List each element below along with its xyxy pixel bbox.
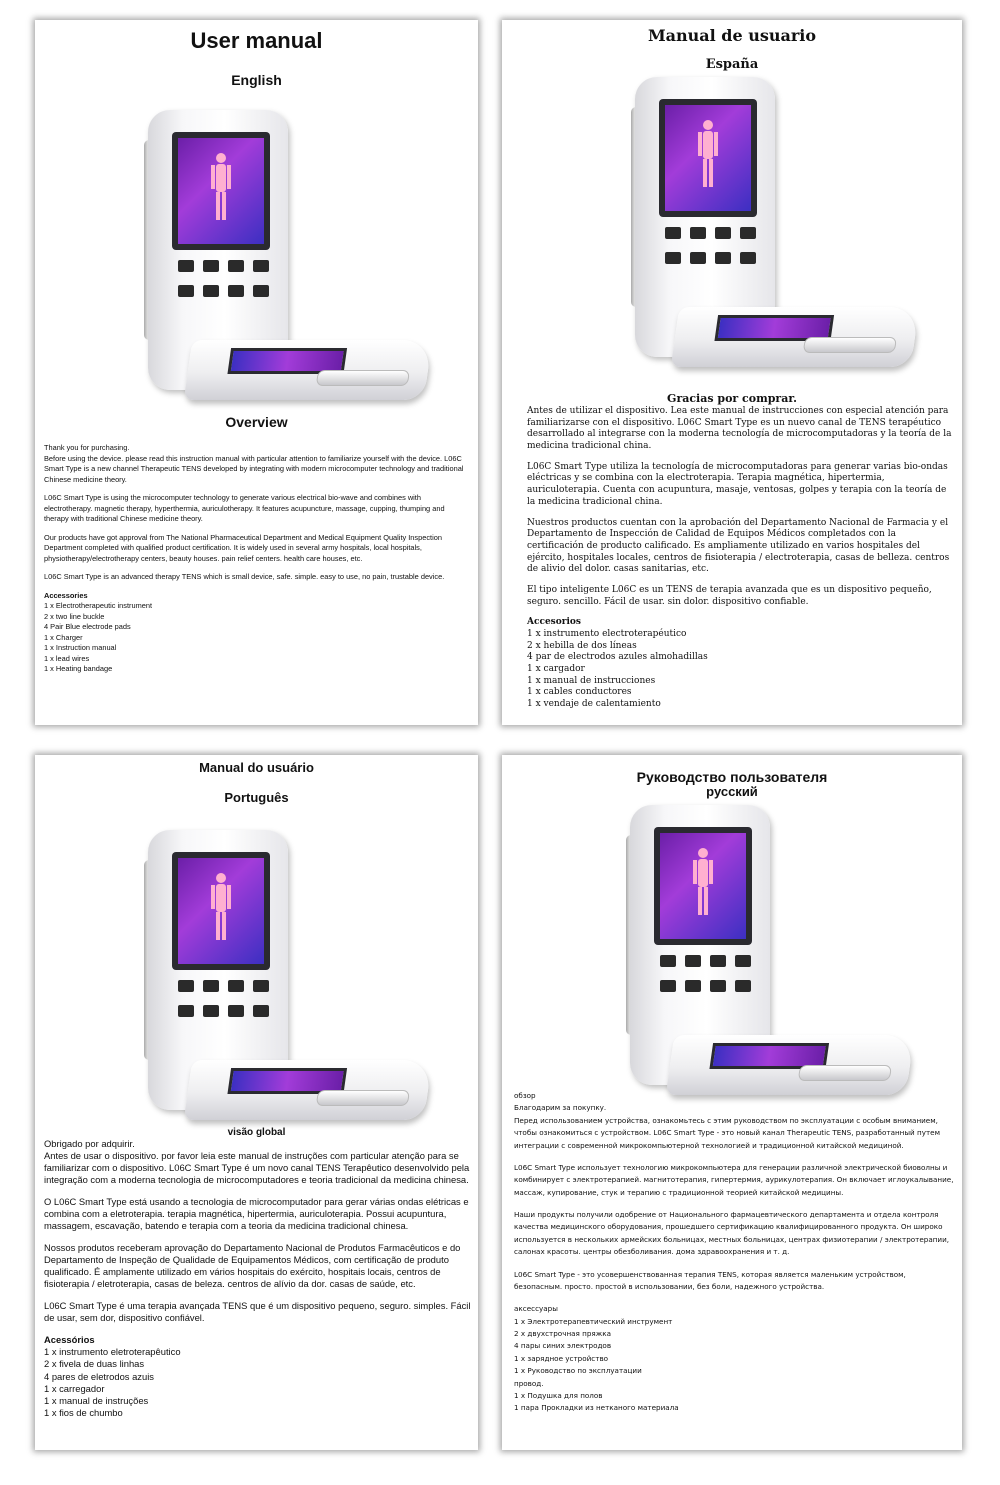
page-english [35, 20, 478, 725]
list-item: 1 пара Прокладки из нетканого материала [514, 1403, 679, 1413]
list-item: 4 par de electrodos azules almohadillas [527, 652, 708, 663]
accessories-list [514, 1316, 954, 1415]
paragraph: L06C Smart Type utiliza la tecnología de microcomputadoras para generar varias bio-ondas eléctricas y se combina con la electroterapia. Terapia magnética, hipertermia, auriculoterapia. Cuenta con acupuntura, masaje, ventosas, golpes y terapia con la teoría de la medicina tradicional china. [527, 461, 948, 507]
list-item: 1 x Электротерапевтический инструмент [514, 1316, 673, 1326]
list-item: 4 pares de eletrodos azuis [44, 1370, 154, 1382]
paragraph: L06C Smart Type использует технологию микрокомпьютера для генерации различной электрической биоволны и комбинирует с электротерапией. магнитотерапия, гипертермия, аурикулотерапия. Он включает иглоукалывание, массаж, купирование, стук и терапию с традиционной теорией китайской медицины. [514, 1162, 954, 1197]
body-text [44, 443, 469, 675]
paragraph: Our products have got approval from The National Pharmaceutical Department and Medical Equipment Quality Inspection Department completed with qualified product certification. It is widely used in several army hospitals, local hospitals, physiotherapy/electrotherapy centers, beauty houses. pain relief centers. health care houses, etc. [44, 532, 442, 563]
paragraph: O L06C Smart Type está usando a tecnologia de microcomputador para gerar várias ondas elétricas e combina com a eletroterapia. terapia magnética, hipertermia, auriculoterapia. Possui acupuntura, massagem, escavação, batendo e terapia com a teoria da medicina tradicional chinesa. [44, 1196, 469, 1232]
list-item: 2 x fivela de duas linhas [44, 1358, 145, 1370]
list-item: 1 x cables conductores [527, 687, 632, 698]
language-heading: English [231, 72, 282, 88]
list-item: 1 x Electrotherapeutic instrument [44, 601, 153, 611]
list-item: 1 x instrumento electroterapéutico [527, 629, 687, 639]
body-text [44, 1138, 474, 1419]
body-text [514, 1090, 954, 1415]
page-title: User manual [190, 28, 323, 53]
accessories-heading: Accessories [44, 590, 88, 600]
list-item: 1 x cargador [527, 664, 585, 675]
list-item: 1 x Руководство по эксплуатации [514, 1366, 642, 1376]
body-text [527, 406, 952, 711]
list-item: 1 x fios de chumbo [44, 1406, 123, 1418]
list-item: 1 x lead wires [44, 653, 90, 663]
list-item: 4 Pair Blue electrode pads [44, 622, 131, 632]
list-item: 1 x Подушка для полов [514, 1390, 603, 1400]
paragraph: L06C Smart Type is an advanced therapy TENS which is small device, safe. simple. easy to use, no pain, trustable device. [44, 572, 445, 582]
language-heading: русский [706, 784, 758, 799]
thanks-heading: Gracias por comprar. [667, 392, 797, 405]
list-item: 2 x двухстрочная пряжка [514, 1329, 611, 1338]
list-item: 1 x Charger [44, 632, 83, 642]
page-portuguese [35, 755, 478, 1450]
list-item: 1 x Heating bandage [44, 664, 113, 674]
accessories-list [44, 601, 469, 675]
language-heading: España [705, 57, 759, 72]
list-item: 1 x manual de instruções [44, 1394, 149, 1406]
accessories-heading: Accesorios [527, 617, 581, 628]
paragraph: L06C Smart Type - это усовершенствованная терапия TENS, которая является маленьким устройством, безопасным. просто. простой в использовании, без боли, надежного устройства. [514, 1269, 906, 1291]
paragraph: Благодарим за покупку. Перед использованием устройства, ознакомьтесь с этим руководством по эксплуатации с особым вниманием, чтобы ознакомиться с устройством. L06C Smart Type - это новый канал Therapeutic TENS, разработанный путем интеграции с современной микрокомпьютерной технологией и традиционной китайской медициной. [514, 1103, 940, 1150]
paragraph: El tipo inteligente L06C es un TENS de terapia avanzada que es un dispositivo pequeño, seguro. sencillo. Fácil de usar. sin dolor. dispositivo confiable. [527, 584, 932, 607]
paragraph: L06C Smart Type is using the microcomputer technology to generate various electrical bio-wave and combines with electrotherapy. magnetic therapy, hyperthermia, auriculotherapy. It features acupuncture, massage, cupping, thumping and therapy with traditional Chinese medicine theory. [44, 493, 445, 524]
list-item: 4 пары синих электродов [514, 1341, 612, 1351]
accessories-heading: аксессуары [514, 1304, 558, 1314]
page-title: Manual do usuário [199, 760, 314, 775]
overview-heading: обзор [514, 1091, 536, 1100]
language-heading: Português [224, 790, 289, 805]
list-item: 1 x manual de instrucciones [527, 675, 656, 686]
accessories-heading: Acessórios [44, 1334, 95, 1346]
list-item: 1 x instrumento eletroterapêutico [44, 1346, 181, 1358]
paragraph: Obrigado por adquirir. Antes de usar o dispositivo. por favor leia este manual de instruções com particular atenção para se familiarizar com o dispositivo. L06C Smart Type é um novo canal TENS Terapêutico desenvolvido pela integração com a moderna tecnologia de microcomputadores e teoria tradicional da medicina chinesa. [44, 1138, 470, 1186]
page-title: Руководство пользователя [636, 769, 828, 785]
paragraph: Antes de utilizar el dispositivo. Lea este manual de instrucciones con especial atención para familiarizarse con el dispositivo. L06C Smart Type es un nuevo canal de TENS terapéutico desarrollado al integrarse con la moderna tecnología de microcomputadoras y la teoría de la medicina tradicional china. [527, 406, 952, 452]
paragraph: Thank you for purchasing. Before using the device. please read this instruction manual with particular attention to familiarize yourself with the device. L06C Smart Type is a new channel Therapeutic TENS developed by integrating with modern microcomputer technology and traditional Chinese medicine theory. [44, 443, 464, 484]
overview-heading: visão global [227, 1127, 286, 1138]
page-russian [502, 755, 962, 1450]
overview-heading: Overview [225, 414, 288, 430]
list-item: 1 x carregador [44, 1382, 105, 1394]
list-item: 2 x two line buckle [44, 611, 105, 621]
accessories-list [44, 1346, 474, 1418]
page-spanish [502, 20, 962, 725]
list-item: провод. [514, 1378, 544, 1388]
list-item: 1 x зарядное устройство [514, 1353, 609, 1363]
list-item: 2 x hebilla de dos líneas [527, 640, 637, 651]
list-item: 1 x Instruction manual [44, 643, 117, 653]
paragraph: L06C Smart Type é uma terapia avançada TENS que é um dispositivo pequeno, seguro. simples. Fácil de usar, sem dor, dispositivo confiável. [44, 1300, 471, 1324]
paragraph: Nossos produtos receberam aprovação do Departamento Nacional de Produtos Farmacêuticos e do Departamento de Inspeção de Qualidade de Equipamentos Médicos, com certificação de produto qualificado. É amplamente utilizado em vários hospitais do exército, hospitais locais, centros de fisioterapia / eletroterapia, casas de beleza. centros de alívio da dor. casas de saúde, etc. [44, 1242, 461, 1290]
page-title: Manual de usuario [647, 26, 817, 45]
list-item: 1 x vendaje de calentamiento [527, 699, 661, 710]
paragraph: Наши продукты получили одобрение от Национального фармацевтического департамента и отдела контроля качества медицинского оборудования, прошедшего сертификацию квалифицированного продукта. Он широко используется в нескольких армейских больницах, местных больницах, центрах физиотерапии / электротерапии, салонах красоты. центры обезболивания. дома здравоохранения и т. д. [514, 1210, 950, 1257]
accessories-list [527, 629, 952, 711]
paragraph: Nuestros productos cuentan con la aprobación del Departamento Nacional de Farmacia y el Departamento de Inspección de Calidad de Equipos Médicos completados con la certificación de producto calificado. Es ampliamente utilizado en varios hospitales del ejército, hospitales locales, centros de fisioterapia / electroterapia, casas de belleza. centros de alivio del dolor. casas sanitarias, etc. [527, 517, 950, 575]
